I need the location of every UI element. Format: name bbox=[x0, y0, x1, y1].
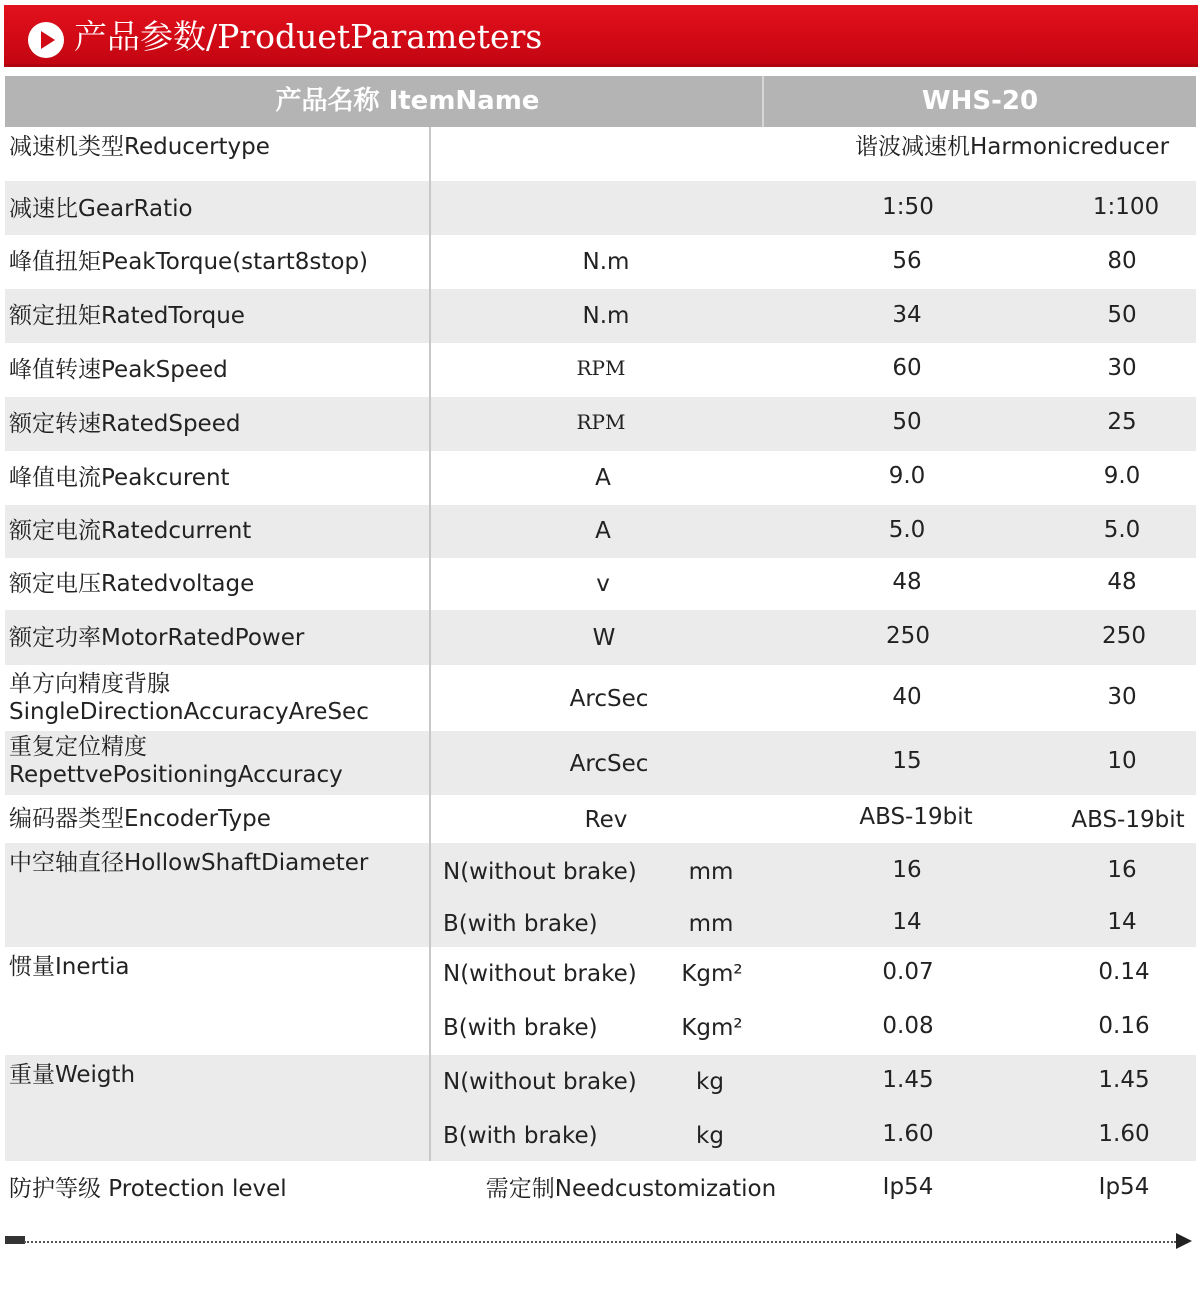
unit-inertia-n: Kgm² bbox=[681, 961, 743, 987]
label-rated-current: 额定电流Ratedcurrent bbox=[9, 518, 252, 544]
value-peak-current-2: 9.0 bbox=[1103, 463, 1141, 489]
value-protection-2: Ip54 bbox=[1098, 1174, 1150, 1200]
unit-weight-n: kg bbox=[696, 1069, 724, 1095]
value-reducer-type: 谐波减速机Harmonicreducer bbox=[854, 134, 1170, 160]
value-accuracy-1: 40 bbox=[892, 684, 922, 710]
value-rated-voltage-2: 48 bbox=[1107, 569, 1137, 595]
value-peak-torque-2: 80 bbox=[1107, 248, 1137, 274]
value-inertia-b-2: 0.16 bbox=[1098, 1013, 1150, 1039]
unit-rated-power: W bbox=[592, 625, 616, 651]
value-weight-n-1: 1.45 bbox=[882, 1067, 934, 1093]
value-rated-torque-2: 50 bbox=[1107, 302, 1137, 328]
value-hollow-b-1: 14 bbox=[892, 909, 922, 935]
unit-peak-speed: RPM bbox=[576, 356, 626, 380]
label-rated-power: 额定功率MotorRatedPower bbox=[9, 625, 305, 651]
sub-label-weight-n: N(without brake) bbox=[443, 1069, 637, 1095]
label-peak-speed: 峰值转速PeakSpeed bbox=[9, 357, 228, 383]
footer-dotted-line bbox=[24, 1241, 1176, 1243]
label-peak-torque: 峰值扭矩PeakTorque(start8stop) bbox=[9, 249, 369, 275]
unit-hollow-n: mm bbox=[688, 859, 734, 885]
unit-rated-voltage: v bbox=[596, 571, 610, 597]
sub-label-hollow-b: B(with brake) bbox=[443, 911, 598, 937]
value-hollow-b-2: 14 bbox=[1107, 909, 1137, 935]
label-repeat-cn: 重复定位精度 bbox=[9, 734, 147, 760]
play-circle-icon bbox=[28, 22, 64, 58]
value-protection-1: Ip54 bbox=[882, 1174, 934, 1200]
value-peak-speed-1: 60 bbox=[892, 355, 922, 381]
value-weight-b-1: 1.60 bbox=[882, 1121, 934, 1147]
label-inertia: 惯量Inertia bbox=[9, 954, 130, 980]
section-banner bbox=[4, 5, 1198, 67]
unit-peak-current: A bbox=[595, 465, 611, 491]
header-model: WHS-20 bbox=[921, 86, 1039, 116]
label-accuracy-en: SingleDirectionAccuracyAreSec bbox=[9, 699, 369, 725]
value-rated-power-2: 250 bbox=[1102, 623, 1146, 649]
value-encoder-2: ABS-19bit bbox=[1071, 807, 1185, 833]
value-peak-current-1: 9.0 bbox=[888, 463, 926, 489]
sub-label-hollow-n: N(without brake) bbox=[443, 859, 637, 885]
unit-peak-torque: N.m bbox=[582, 249, 630, 275]
label-repeat-en: RepettvePositioningAccuracy bbox=[9, 762, 343, 788]
label-rated-speed: 额定转速RatedSpeed bbox=[9, 411, 241, 437]
unit-rated-torque: N.m bbox=[582, 303, 630, 329]
unit-rated-current: A bbox=[595, 518, 611, 544]
header-item-name: 产品名称 ItemName bbox=[275, 86, 540, 116]
value-gear-ratio-1: 1:50 bbox=[882, 194, 934, 220]
label-protection: 防护等级 Protection level bbox=[9, 1176, 287, 1202]
section-title: 产品参数/ProduetParameters bbox=[74, 17, 543, 56]
value-rated-power-1: 250 bbox=[886, 623, 930, 649]
value-weight-b-2: 1.60 bbox=[1098, 1121, 1150, 1147]
label-hollow: 中空轴直径HollowShaftDiameter bbox=[9, 850, 369, 876]
value-rated-speed-2: 25 bbox=[1107, 409, 1137, 435]
value-hollow-n-1: 16 bbox=[892, 857, 922, 883]
label-accuracy-cn: 单方向精度背腺 bbox=[9, 671, 170, 697]
value-gear-ratio-2: 1:100 bbox=[1092, 194, 1160, 220]
unit-inertia-b: Kgm² bbox=[681, 1015, 743, 1041]
value-repeat-2: 10 bbox=[1107, 748, 1137, 774]
label-reducer-type: 减速机类型Reducertype bbox=[9, 134, 270, 160]
value-encoder-1: ABS-19bit bbox=[859, 804, 973, 830]
sub-label-inertia-n: N(without brake) bbox=[443, 961, 637, 987]
value-hollow-n-2: 16 bbox=[1107, 857, 1137, 883]
column-divider bbox=[429, 127, 431, 1161]
value-peak-torque-1: 56 bbox=[892, 248, 922, 274]
label-encoder: 编码器类型EncoderType bbox=[9, 806, 271, 832]
arrow-right-icon bbox=[1176, 1233, 1192, 1249]
value-inertia-b-1: 0.08 bbox=[882, 1013, 934, 1039]
value-protection-note: 需定制Needcustomization bbox=[485, 1176, 777, 1202]
label-gear-ratio: 减速比GearRatio bbox=[9, 196, 193, 222]
footer-line-start-icon bbox=[5, 1236, 25, 1244]
value-accuracy-2: 30 bbox=[1107, 684, 1137, 710]
value-weight-n-2: 1.45 bbox=[1098, 1067, 1150, 1093]
unit-weight-b: kg bbox=[696, 1123, 724, 1149]
value-inertia-n-1: 0.07 bbox=[882, 959, 934, 985]
value-peak-speed-2: 30 bbox=[1107, 355, 1137, 381]
sub-label-inertia-b: B(with brake) bbox=[443, 1015, 598, 1041]
label-rated-torque: 额定扭矩RatedTorque bbox=[9, 303, 245, 329]
unit-rated-speed: RPM bbox=[576, 410, 626, 434]
value-rated-voltage-1: 48 bbox=[892, 569, 922, 595]
value-inertia-n-2: 0.14 bbox=[1098, 959, 1150, 985]
value-repeat-1: 15 bbox=[892, 748, 922, 774]
label-weight: 重量Weigth bbox=[9, 1062, 136, 1088]
unit-hollow-b: mm bbox=[688, 911, 734, 937]
unit-repeat: ArcSec bbox=[569, 751, 649, 777]
label-peak-current: 峰值电流Peakcurent bbox=[9, 465, 230, 491]
sub-label-weight-b: B(with brake) bbox=[443, 1123, 598, 1149]
value-rated-current-1: 5.0 bbox=[888, 517, 926, 543]
value-rated-current-2: 5.0 bbox=[1103, 517, 1141, 543]
table-header bbox=[5, 76, 1196, 127]
unit-encoder: Rev bbox=[584, 807, 628, 833]
label-rated-voltage: 额定电压Ratedvoltage bbox=[9, 571, 255, 597]
value-rated-torque-1: 34 bbox=[892, 302, 922, 328]
value-rated-speed-1: 50 bbox=[892, 409, 922, 435]
unit-accuracy: ArcSec bbox=[569, 686, 649, 712]
